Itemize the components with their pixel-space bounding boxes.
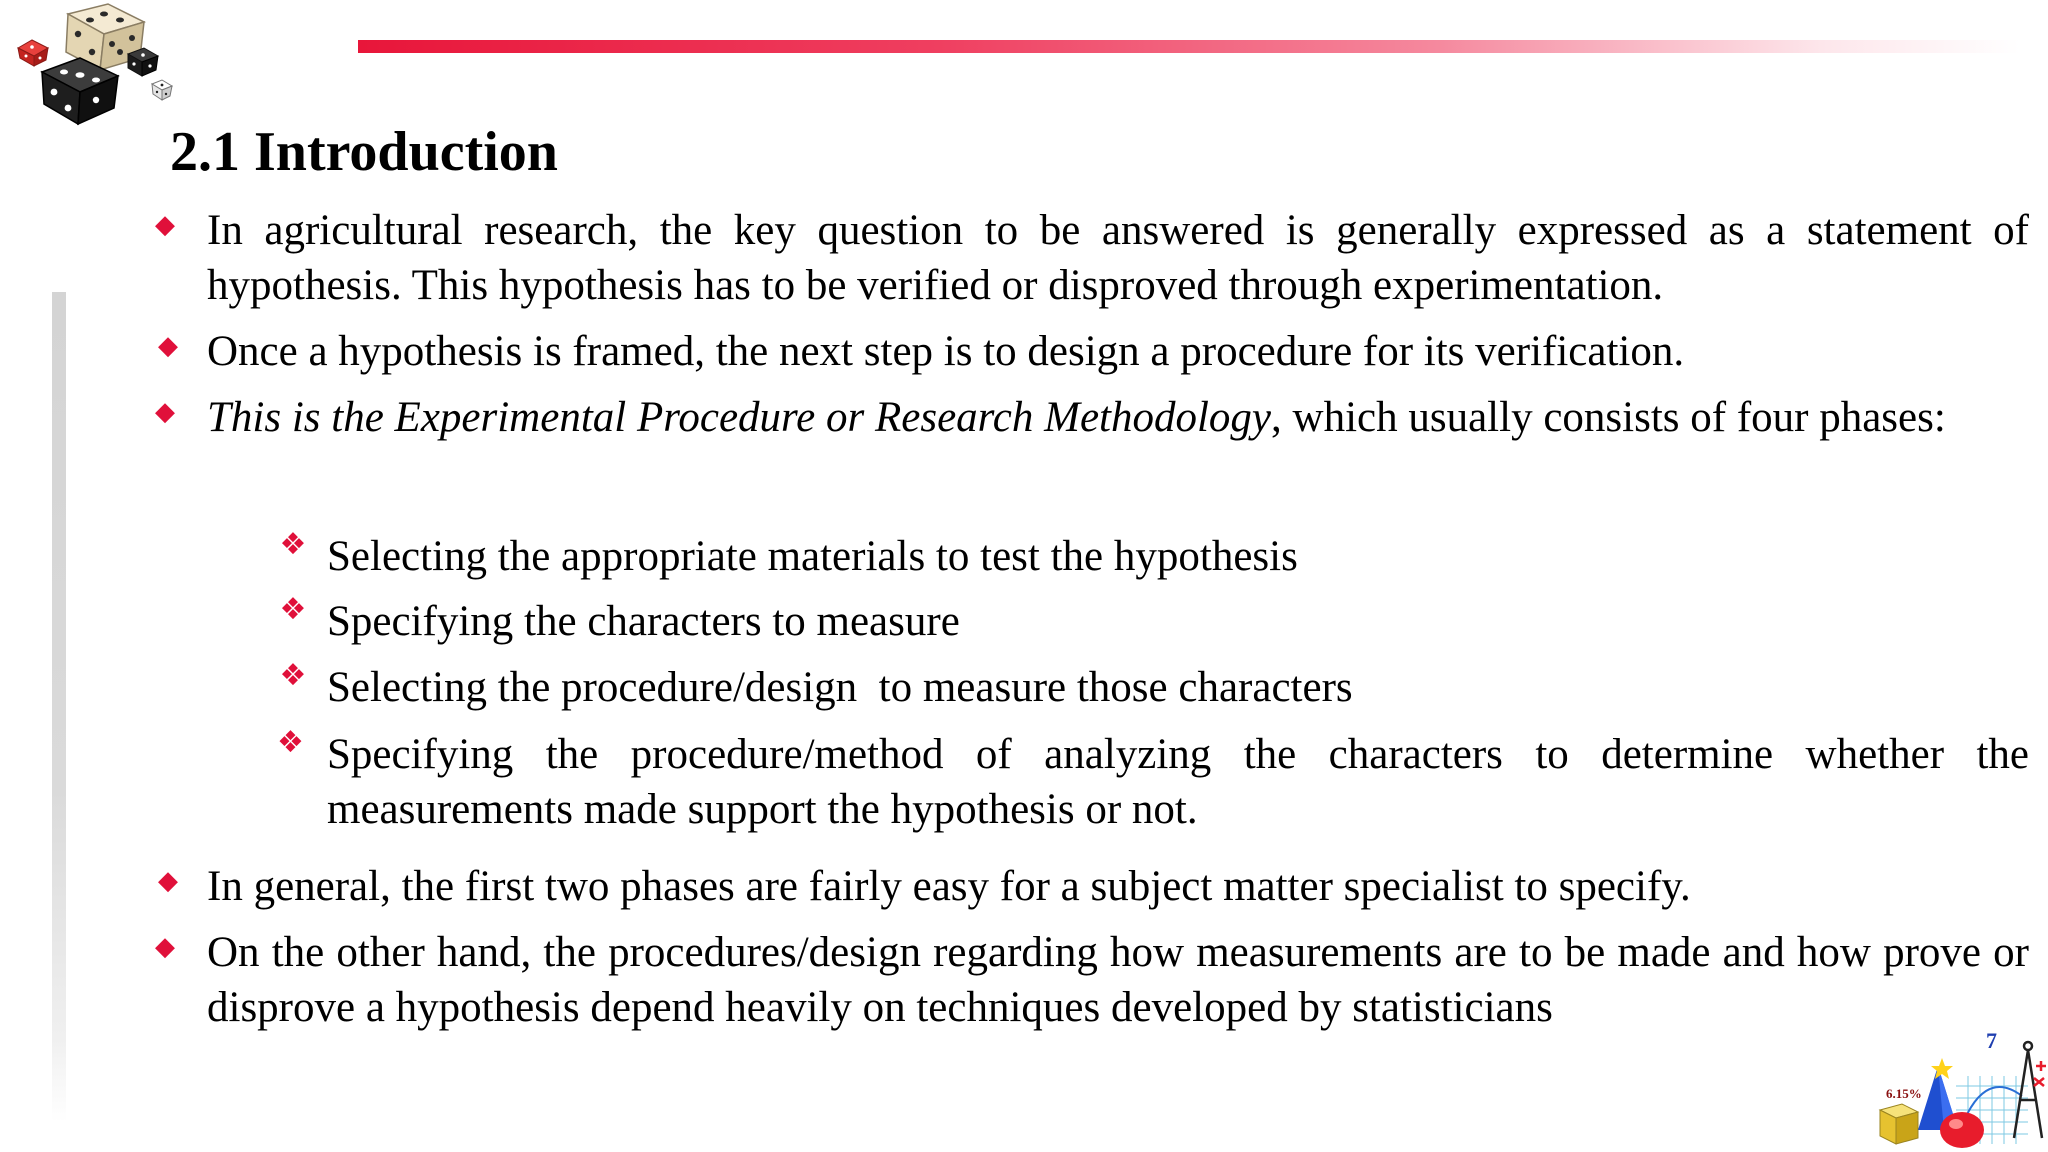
four-diamond-bullet-icon: ❖ <box>277 725 304 760</box>
diamond-bullet-icon: ◆ <box>155 397 175 427</box>
bullet-item <box>158 324 2029 379</box>
bullet-item <box>158 859 2029 914</box>
math-shapes-logo-icon <box>1872 1026 2048 1152</box>
four-diamond-bullet-icon: ❖ <box>279 592 307 627</box>
white-die <box>152 80 172 100</box>
diamond-bullet-icon: ◆ <box>155 210 175 240</box>
compass <box>2014 1042 2042 1138</box>
bullet-italic-text: This is the Experimental Procedure or Research Methodology <box>207 394 1272 441</box>
bullet-text: , which usually consists of four phases: <box>1271 394 1946 441</box>
four-diamond-bullet-icon: ❖ <box>279 527 307 562</box>
red-die <box>18 40 48 66</box>
bullet-item <box>155 203 2029 313</box>
phase-text: Selecting the appropriate materials to test the hypothesis <box>327 533 1298 580</box>
number-seven-label: 7 <box>1986 1028 1997 1053</box>
star-icon <box>1931 1058 1953 1079</box>
yellow-cube <box>1880 1104 1918 1144</box>
side-accent-bar <box>52 292 66 1122</box>
phase-item <box>279 527 2029 584</box>
percent-label: 6.15% <box>1886 1086 1922 1101</box>
bullet-text: Once a hypothesis is framed, the next step is to design a procedure for its verification. <box>207 328 1685 375</box>
dice-logo-icon <box>8 0 178 130</box>
top-accent-bar <box>358 40 2020 53</box>
slide-title: 2.1 Introduction <box>170 121 558 183</box>
diamond-bullet-icon: ◆ <box>158 866 178 896</box>
phase-text: Specifying the procedure/method of analyzing the characters to determine whether the measurements made support the hypothesis or not. <box>327 731 2029 833</box>
bullet-text: On the other hand, the procedures/design regarding how measurements are to be made and how prove or disprove a hypothesis depend heavily on techniques developed by statisticians <box>207 929 2029 1031</box>
small-black-die <box>128 48 158 76</box>
bullet-item <box>155 925 2029 1035</box>
four-diamond-bullet-icon: ❖ <box>279 658 307 693</box>
diamond-bullet-icon: ◆ <box>155 932 175 962</box>
diamond-bullet-icon: ◆ <box>158 331 178 361</box>
phase-text: Specifying the characters to measure <box>327 598 960 645</box>
phase-item <box>279 658 2029 715</box>
bullet-item <box>155 390 2029 445</box>
phase-item <box>279 592 2029 649</box>
red-sphere <box>1940 1112 1984 1148</box>
bullet-text: In general, the first two phases are fairly easy for a subject matter specialist to specify. <box>207 863 1691 910</box>
math-symbols <box>2034 1061 2046 1086</box>
phase-text: Selecting the procedure/design to measure those characters <box>327 664 1353 711</box>
phase-item <box>277 725 2029 837</box>
bullet-text: In agricultural research, the key question to be answered is generally expressed as a statement of hypothesis. This hypothesis has to be verified or disproved through experimentation. <box>207 207 2029 309</box>
